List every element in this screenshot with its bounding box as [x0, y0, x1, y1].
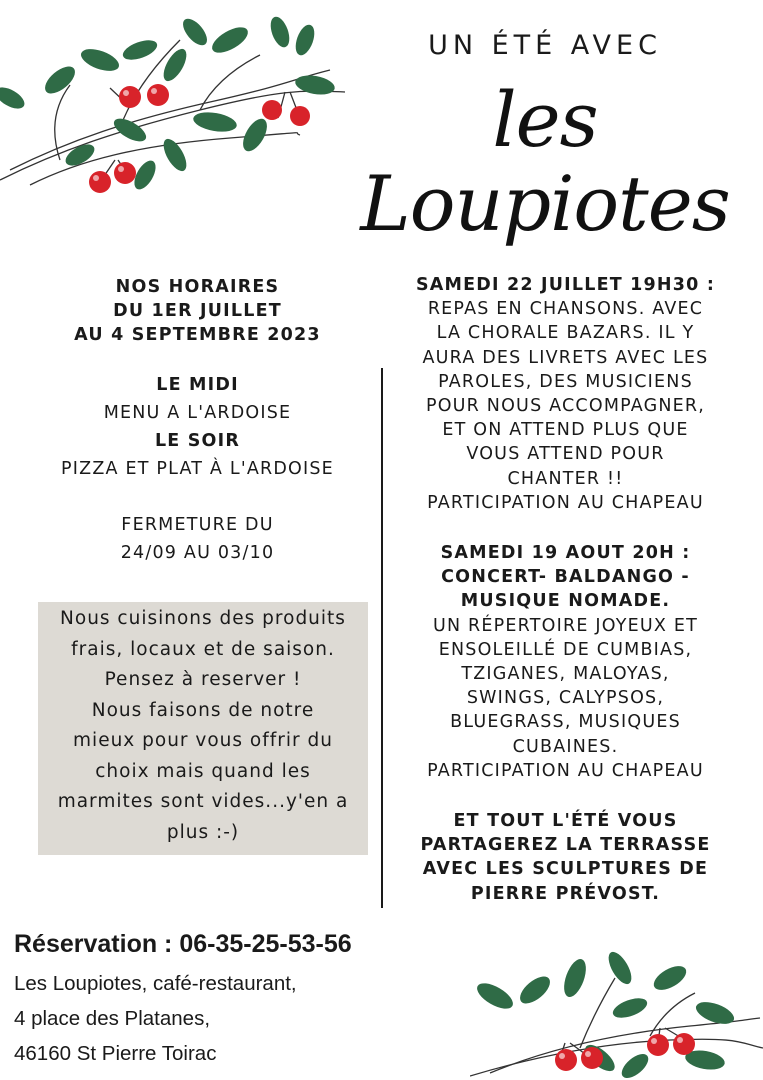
event2-title: CONCERT- BALDANGO -	[441, 567, 690, 588]
summer-line: ET TOUT L'ÉTÉ VOUS	[453, 811, 678, 832]
event2-line: ENSOLEILLÉ DE CUMBIAS,	[438, 639, 693, 660]
hours-heading-line: NOS HORAIRES	[115, 277, 280, 297]
event2-title: MUSIQUE NOMADE.	[460, 591, 671, 612]
event2-title: SAMEDI 19 AOUT 20H :	[440, 543, 691, 564]
event1-line: REPAS EN CHANSONS. AVEC	[427, 299, 704, 320]
closing-line: 24/09 AU 03/10	[120, 543, 275, 563]
event1-line: AURA DES LIVRETS AVEC LES	[422, 347, 709, 368]
note-line: mieux pour vous offrir du	[73, 730, 333, 751]
event1-line: CHANTER !!	[507, 468, 624, 489]
cherry-branch-bottom-illustration	[470, 948, 763, 1080]
summer-line: AVEC LES SCULPTURES DE	[422, 859, 709, 880]
event2-line: PARTICIPATION AU CHAPEAU	[427, 760, 704, 781]
note-line: Nous cuisinons des produits	[60, 608, 346, 629]
event1-line: POUR NOUS ACCOMPAGNER,	[425, 396, 706, 417]
reservation-phone: Réservation : 06-35-25-53-56	[14, 930, 352, 958]
event1-title: SAMEDI 22 JUILLET 19H30 :	[415, 275, 716, 295]
cherry-branch-top-illustration	[0, 10, 350, 205]
note-line: marmites sont vides...y'en a	[57, 791, 349, 812]
address-line: 4 place des Platanes,	[14, 1007, 211, 1030]
hours-heading-line: DU 1ER JUILLET	[113, 301, 282, 321]
event2-line: SWINGS, CALYPSOS,	[466, 688, 665, 709]
soir-text: PIZZA ET PLAT À L'ARDOISE	[61, 459, 334, 479]
event2-line: CUBAINES.	[512, 736, 619, 757]
summer-line: PARTAGEREZ LA TERRASSE	[420, 835, 711, 856]
note-line: plus :-)	[166, 821, 240, 843]
address-line: 46160 St Pierre Toirac	[14, 1042, 217, 1065]
event1-line: VOUS ATTEND POUR	[466, 444, 665, 465]
event2-line: TZIGANES, MALOYAS,	[461, 664, 670, 685]
note-line: frais, locaux et de saison.	[71, 638, 335, 660]
hours-section	[20, 275, 375, 565]
kitchen-note	[38, 602, 368, 855]
hours-heading-line: AU 4 SEPTEMBRE 2023	[74, 325, 321, 345]
column-divider	[381, 368, 383, 908]
address-block	[14, 966, 434, 1071]
event2-line: BLUEGRASS, MUSIQUES	[450, 712, 681, 733]
events-section	[388, 273, 743, 906]
event1-line: PARTICIPATION AU CHAPEAU	[427, 492, 704, 513]
note-line: Nous faisons de notre	[91, 699, 315, 721]
event1-line: PAROLES, DES MUSICIENS	[438, 371, 693, 392]
midi-text: MENU A L'ARDOISE	[103, 403, 292, 423]
title-top: UN ÉTÉ AVEC	[428, 30, 662, 61]
closing-line: FERMETURE DU	[121, 515, 274, 535]
event2-line: UN RÉPERTOIRE JOYEUX ET	[432, 615, 698, 636]
summer-line: PIERRE PRÉVOST.	[470, 883, 661, 904]
event1-line: ET ON ATTEND PLUS QUE	[442, 420, 689, 441]
title-script: les Loupiotes	[360, 75, 730, 248]
midi-label: LE MIDI	[156, 375, 239, 395]
note-line: choix mais quand les	[95, 760, 311, 782]
event1-line: LA CHORALE BAZARS. IL Y	[436, 323, 695, 344]
soir-label: LE SOIR	[154, 431, 241, 451]
note-line: Pensez à reserver !	[104, 669, 302, 690]
address-line: Les Loupiotes, café-restaurant,	[14, 972, 297, 995]
